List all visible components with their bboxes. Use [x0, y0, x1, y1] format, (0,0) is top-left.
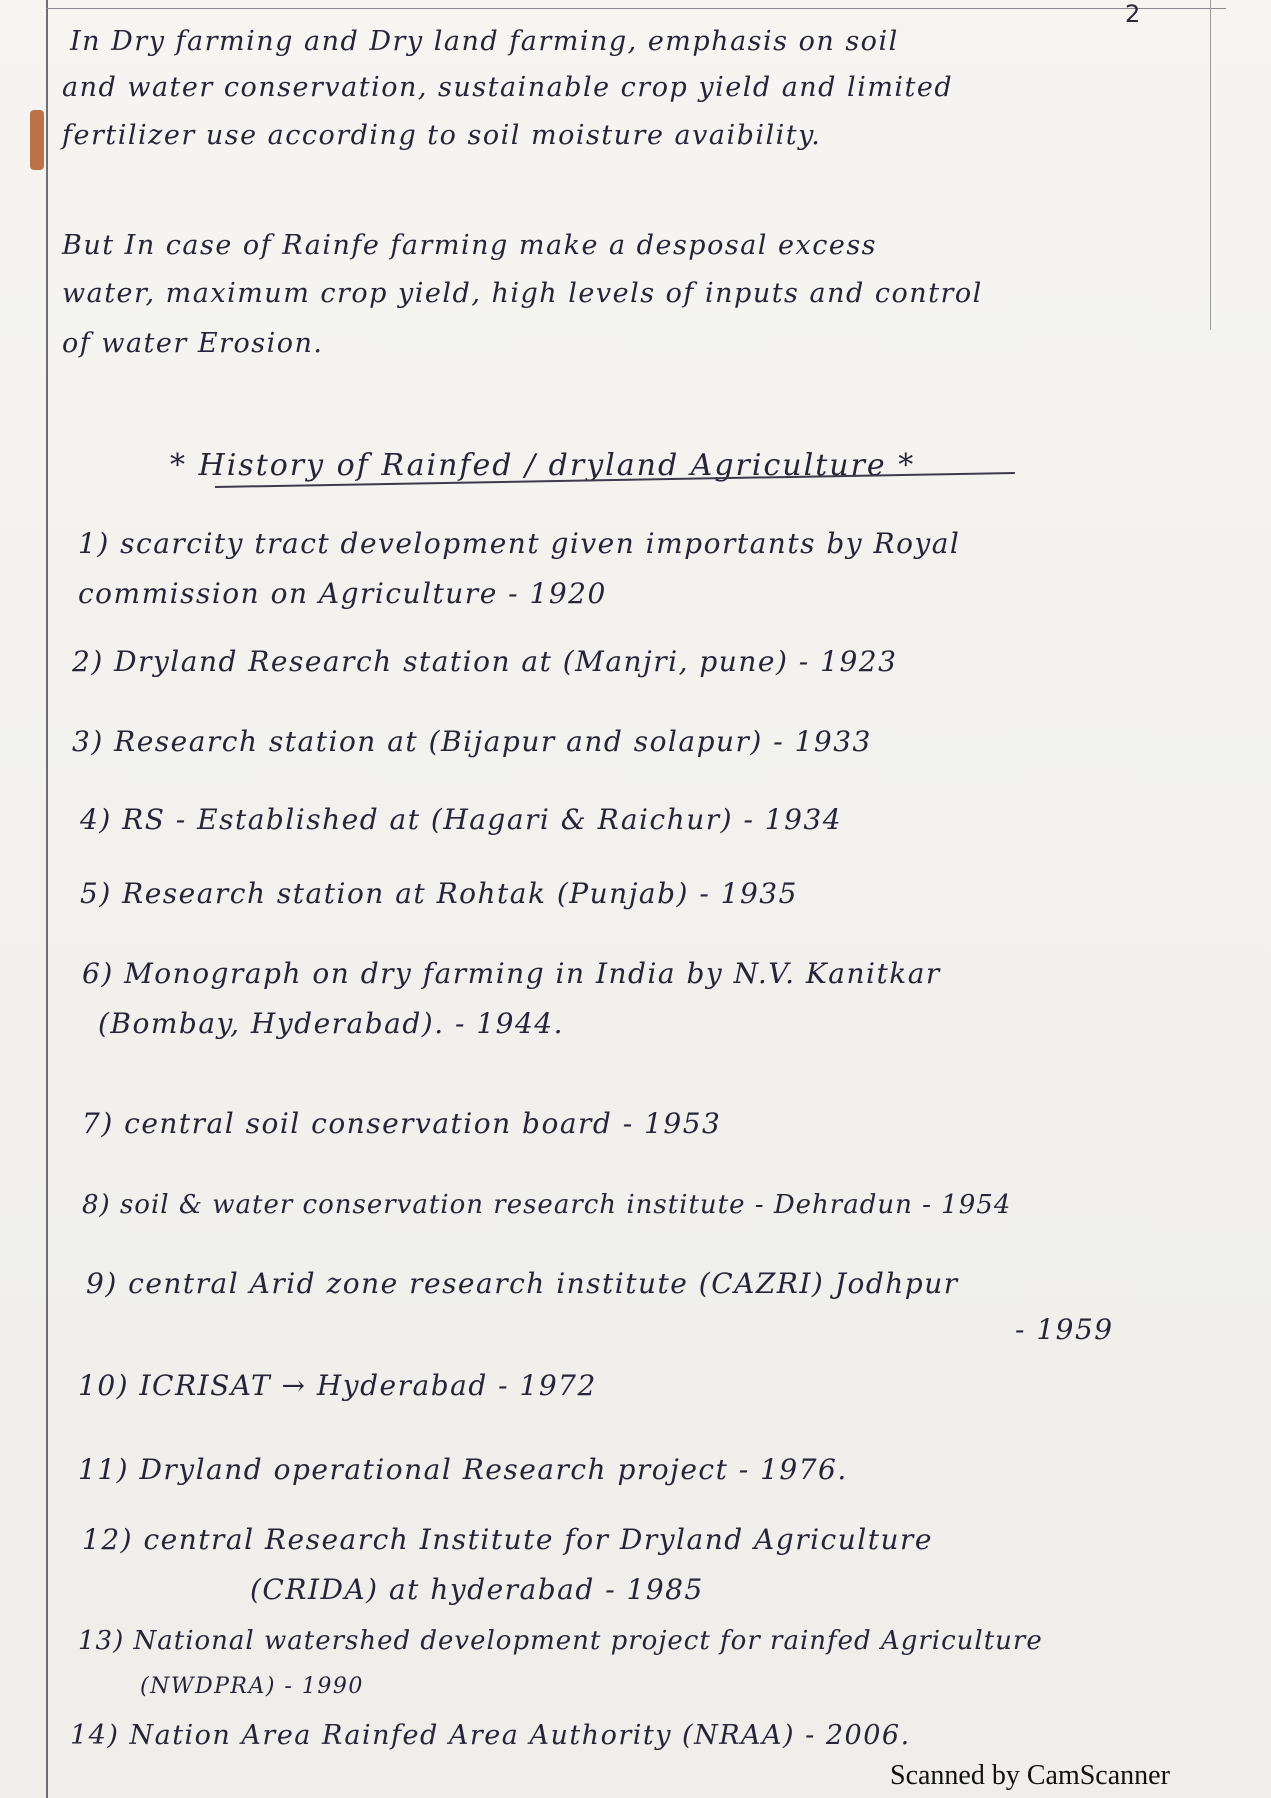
- history-item-3: 3) Research station at (Bijapur and solapur) - 1933: [72, 725, 872, 758]
- right-rule: [1210, 0, 1211, 330]
- history-item-9-line-2: - 1959: [1015, 1313, 1114, 1346]
- paragraph-1-line-2: and water conservation, sustainable crop yield and limited: [62, 72, 954, 103]
- history-item-11: 11) Dryland operational Research project - 1976.: [78, 1453, 848, 1486]
- history-item-4: 4) RS - Established at (Hagari & Raichur) - 1934: [80, 803, 843, 836]
- top-rule: [46, 8, 1226, 9]
- scanner-watermark: Scanned by CamScanner: [890, 1760, 1170, 1791]
- margin-line: [46, 0, 48, 1798]
- history-item-5: 5) Research station at Rohtak (Punjab) - 1935: [80, 877, 798, 910]
- history-item-1-line-1: 1) scarcity tract development given importants by Royal: [78, 527, 961, 560]
- section-heading: * History of Rainfed / dryland Agriculture *: [170, 448, 916, 483]
- history-item-6-line-2: (Bombay, Hyderabad). - 1944.: [98, 1007, 565, 1040]
- history-item-9-line-1: 9) central Arid zone research institute (CAZRI) Jodhpur: [86, 1267, 959, 1300]
- history-item-13-line-2: (NWDPRA) - 1990: [140, 1674, 364, 1699]
- paragraph-2-line-3: of water Erosion.: [62, 328, 324, 359]
- page-number: 2: [1125, 0, 1141, 28]
- history-item-1-line-2: commission on Agriculture - 1920: [78, 577, 607, 610]
- paragraph-1-line-1: In Dry farming and Dry land farming, emphasis on soil: [70, 26, 899, 57]
- history-item-12-line-2: (CRIDA) at hyderabad - 1985: [250, 1573, 704, 1606]
- history-item-7: 7) central soil conservation board - 1953: [82, 1107, 722, 1140]
- history-item-2: 2) Dryland Research station at (Manjri, pune) - 1923: [72, 645, 898, 678]
- paragraph-2-line-2: water, maximum crop yield, high levels of inputs and control: [62, 278, 983, 309]
- history-item-6-line-1: 6) Monograph on dry farming in India by N.V. Kanitkar: [82, 957, 941, 990]
- history-item-13-line-1: 13) National watershed development project for rainfed Agriculture: [78, 1626, 1043, 1656]
- history-item-14: 14) Nation Area Rainfed Area Authority (NRAA) - 2006.: [70, 1720, 911, 1751]
- history-item-10: 10) ICRISAT → Hyderabad - 1972: [78, 1369, 597, 1402]
- history-item-8: 8) soil & water conservation research institute - Dehradun - 1954: [82, 1190, 1012, 1220]
- binding-edge-mark: [30, 110, 44, 170]
- paragraph-1-line-3: fertilizer use according to soil moisture avaibility.: [62, 120, 822, 151]
- paragraph-2-line-1: But In case of Rainfe farming make a desposal excess: [62, 230, 878, 261]
- history-item-12-line-1: 12) central Research Institute for Dryland Agriculture: [82, 1523, 933, 1556]
